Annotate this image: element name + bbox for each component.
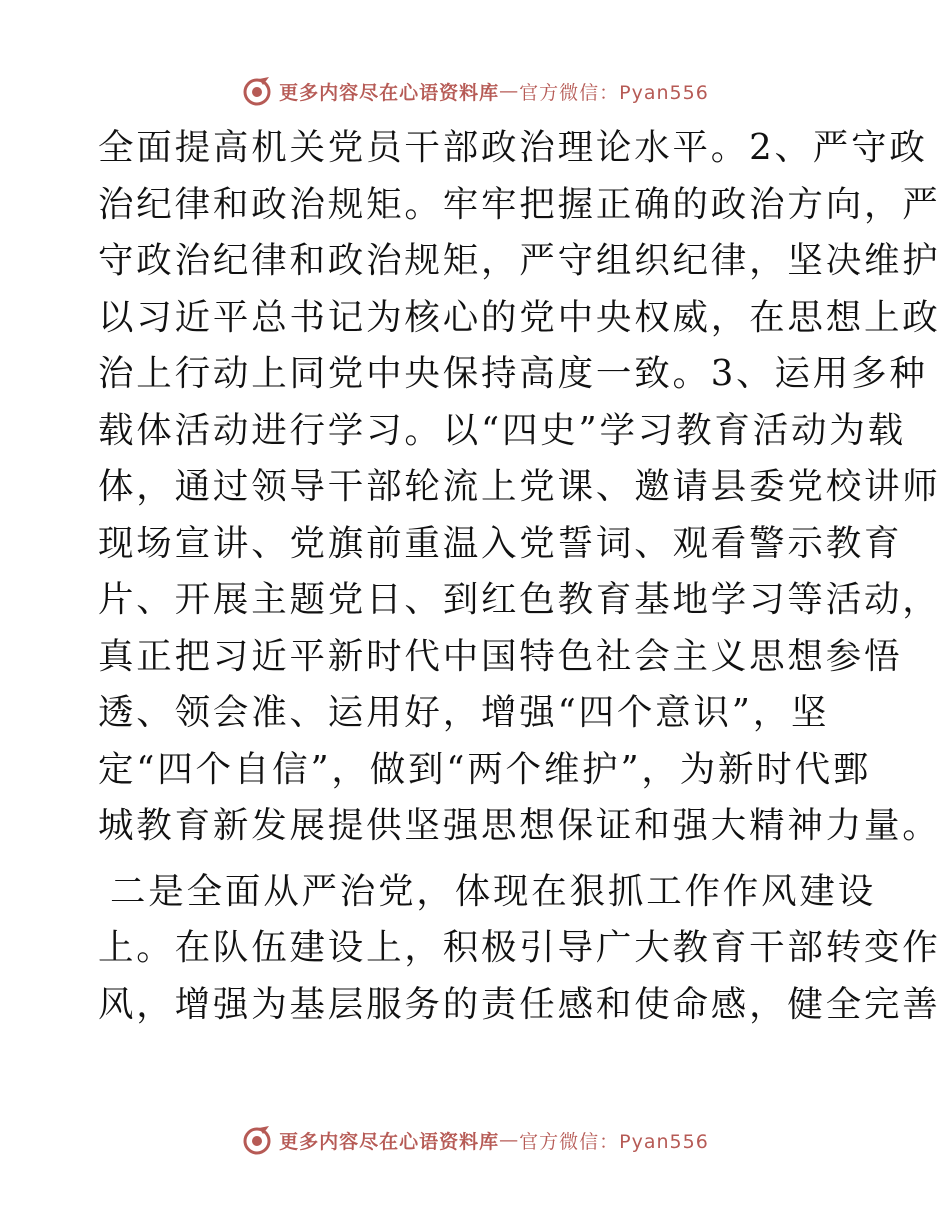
paragraph-1-line: 治上行动上同党中央保持高度一致。3、运用多种 — [98, 353, 928, 394]
paragraph-2-line: 二是全面从严治党，体现在狠抓工作作风建设 — [110, 870, 877, 912]
paragraph-1-line: 定“四个自信”，做到“两个维护”，为新时代鄄 — [98, 748, 872, 790]
banner-separator: — — [499, 1129, 520, 1151]
banner-wechat-text: 官方微信：Pyan556 — [519, 81, 709, 104]
paragraph-1-line: 体，通过领导干部轮流上党课、邀请县委党校讲师 — [98, 466, 941, 507]
header-watermark-banner — [0, 71, 950, 111]
banner-brand-text: 更多内容尽在心语资料库 — [279, 81, 500, 104]
paragraph-1-line: 载体活动进行学习。以“四史”学习教育活动为载 — [98, 409, 906, 451]
paragraph-gap — [98, 855, 858, 864]
banner-separator: — — [499, 80, 520, 102]
paragraph-1-line: 透、领会准、运用好，增强“四个意识”，坚 — [98, 692, 830, 733]
paragraph-1-line: 现场宣讲、党旗前重温入党誓词、观看警示教育 — [98, 522, 903, 564]
banner-brand-text: 更多内容尽在心语资料库 — [279, 1130, 500, 1153]
brand-logo-icon — [241, 75, 273, 107]
paragraph-1-line: 城教育新发展提供坚强思想保证和强大精神力量。 — [98, 805, 941, 846]
paragraph-1-line: 全面提高机关党员干部政治理论水平。2、严守政 — [98, 127, 928, 168]
paragraph-1-line: 片、开展主题党日、到红色教育基地学习等活动， — [98, 579, 941, 620]
paragraph-1-line: 守政治纪律和政治规矩，严守组织纪律，坚决维护 — [98, 240, 941, 281]
brand-logo-icon — [241, 1124, 273, 1156]
paragraph-2-line: 风，增强为基层服务的责任感和使命感，健全完善 — [98, 983, 941, 1025]
paragraph-1-line: 真正把习近平新时代中国特色社会主义思想参悟 — [98, 635, 903, 677]
paragraph-1-line: 治纪律和政治规矩。牢牢把握正确的政治方向，严 — [98, 183, 941, 225]
footer-watermark-banner — [0, 1120, 950, 1160]
paragraph-2-line: 上。在队伍建设上，积极引导广大教育干部转变作 — [98, 927, 941, 968]
document-body — [98, 120, 941, 1033]
paragraph-1-line: 以习近平总书记为核心的党中央权威，在思想上政 — [98, 296, 941, 338]
banner-wechat-text: 官方微信：Pyan556 — [519, 1130, 709, 1153]
